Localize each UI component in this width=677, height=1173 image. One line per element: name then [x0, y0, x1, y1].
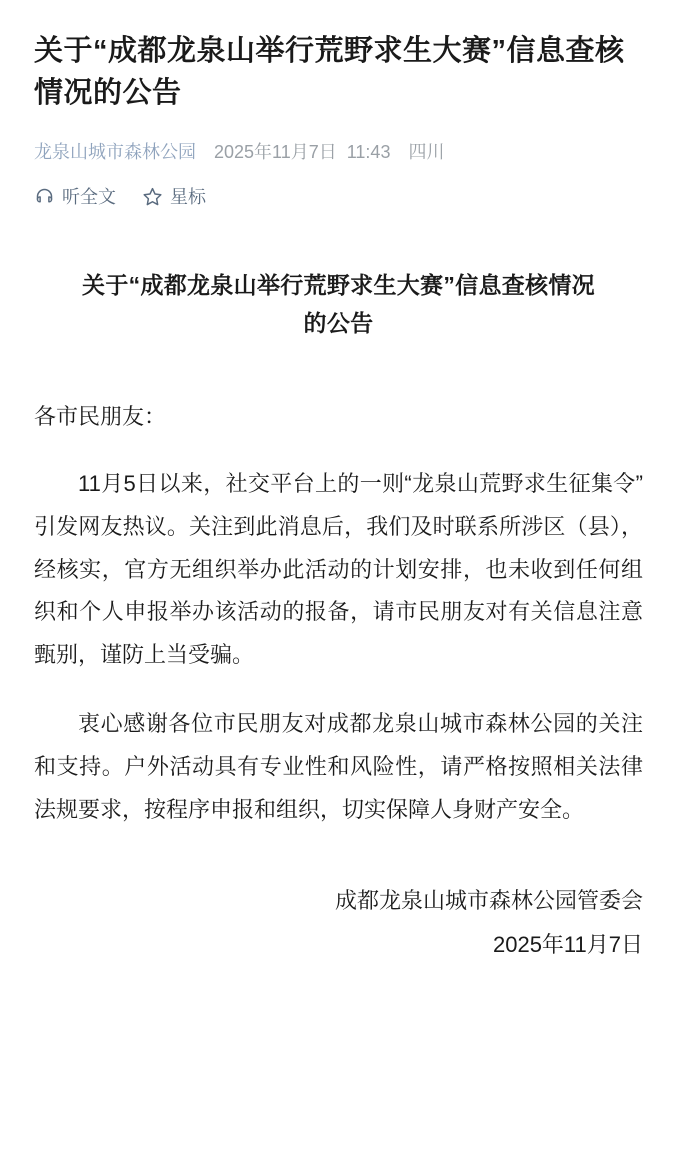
- star-article-button[interactable]: [142, 183, 206, 209]
- page-title: 关于“成都龙泉山举行荒野求生大赛”信息查核情况的公告: [34, 35, 625, 110]
- publish-date: 2025年11月7日: [214, 142, 337, 163]
- publish-region: 四川: [408, 142, 445, 163]
- publish-time: 11:43: [346, 142, 391, 163]
- body-paragraph: 衷心感谢各位市民朋友对成都龙泉山城市森林公园的关注和支持。户外活动具有专业性和风险性，请严格按照相关法律法规要求，按程序申报和组织，切实保障人身财产安全。: [34, 711, 643, 822]
- headphones-icon: [34, 186, 55, 207]
- publisher-account-link[interactable]: 龙泉山城市森林公园: [34, 142, 196, 163]
- signature-date: 2025年11月7日: [492, 931, 643, 957]
- bottom-spacer: [34, 965, 643, 995]
- signature-organization: 成都龙泉山城市森林公园管委会: [334, 887, 643, 913]
- star-article-label: 星标: [170, 187, 206, 208]
- body-heading: 关于“成都龙泉山举行荒野求生大赛”信息查核情况的公告: [82, 272, 595, 337]
- article-actions: [34, 183, 643, 209]
- salutation: 各市民朋友：: [34, 404, 167, 430]
- listen-article-button[interactable]: [34, 183, 116, 209]
- listen-article-label: 听全文: [62, 187, 116, 208]
- body-paragraph: 11月5日以来，社交平台上的一则“龙泉山荒野求生征集令”引发网友热议。关注到此消息后，我们及时联系所涉区（县），经核实，官方无组织举办此活动的计划安排，也未收到任何组织和个人申报举办该活动的报备，请市民朋友对有关信息注意甄别，谨防上当受骗。: [34, 470, 643, 668]
- article-meta: [34, 140, 643, 165]
- star-icon: [142, 186, 163, 207]
